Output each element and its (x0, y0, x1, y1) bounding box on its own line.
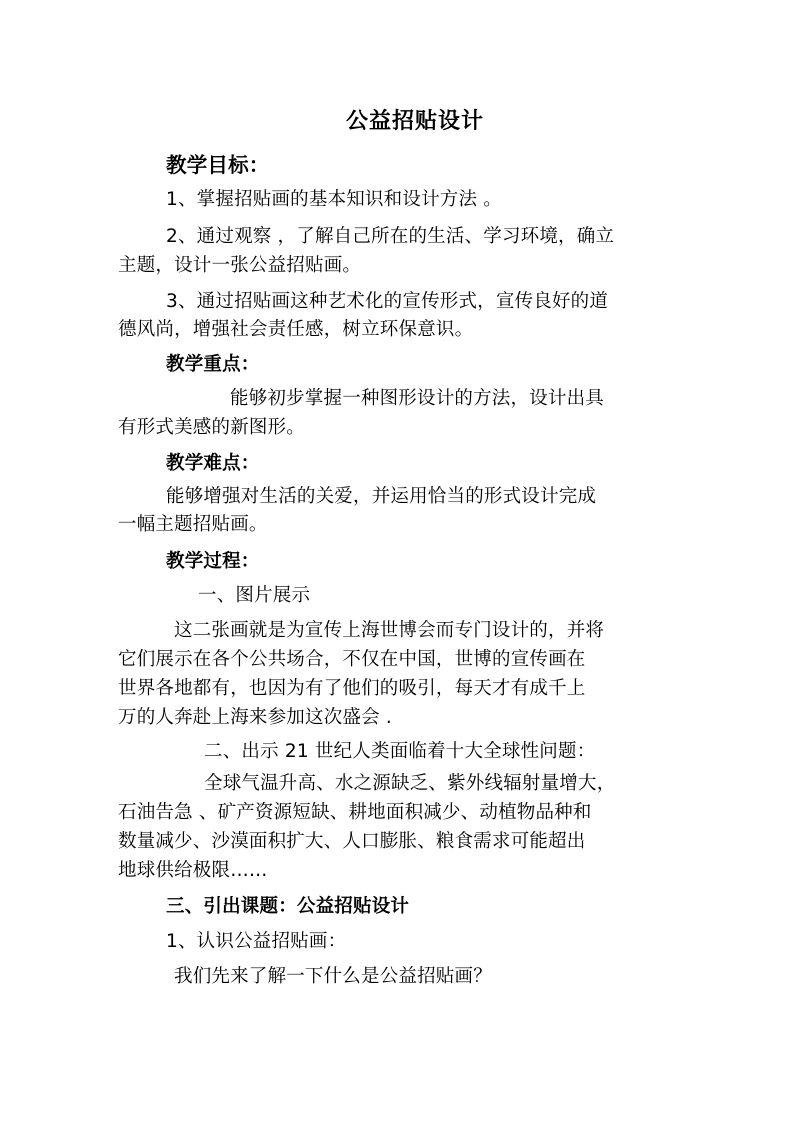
key-points-heading: 教学重点： (166, 354, 260, 375)
process-heading: 教学过程： (166, 551, 260, 572)
process-step-1-line-3: 世界各地都有，也因为有了他们的吸引，每天才有成千上 (118, 678, 586, 699)
process-step-2-line-2: 石油告急 、矿产资源短缺、耕地面积减少、动植物品种和 (118, 802, 592, 823)
process-step-1-line-4: 万的人奔赴上海来参加这次盛会 . (118, 707, 392, 728)
objective-item-2-line-2: 主题，设计一张公益招贴画。 (118, 255, 362, 276)
process-step-3-sub-1: 1、认识公益招贴画： (166, 931, 347, 952)
objective-item-2-line-1: 2、通过观察 ，了解自己所在的生活、学习环境，确立 (166, 226, 615, 247)
key-points-line-2: 有形式美感的新图形。 (118, 417, 306, 438)
process-step-2-heading: 二、出示 21 世纪人类面临着十大全球性问题： (204, 741, 596, 762)
process-step-2-line-1: 全球气温升高、水之源缺乏、紫外线辐射量增大， (204, 773, 616, 794)
process-step-1-line-2: 它们展示在各个公共场合，不仅在中国，世博的宣传画在 (118, 649, 586, 670)
objective-item-3-line-2: 德风尚，增强社会责任感，树立环保意识。 (118, 319, 474, 340)
objective-item-1: 1、掌握招贴画的基本知识和设计方法 。 (166, 189, 502, 210)
difficulties-line-1: 能够增强对生活的关爱，并运用恰当的形式设计完成 (166, 486, 597, 507)
process-step-1-line-1: 这二张画就是为宣传上海世博会而专门设计的，并将 (174, 620, 605, 641)
difficulties-heading: 教学难点： (166, 453, 260, 474)
objective-item-3-line-1: 3、通过招贴画这种艺术化的宣传形式，宣传良好的道 (166, 291, 609, 312)
process-step-2-line-3: 数量减少、沙漠面积扩大、人口膨胀、粮食需求可能超出 (118, 831, 586, 852)
difficulties-line-2: 一幅主题招贴画。 (118, 514, 268, 535)
process-step-3-heading: 三、引出课题：公益招贴设计 (166, 896, 410, 917)
document-title: 公益招贴设计 (346, 109, 485, 134)
process-step-2-line-4: 地球供给极限…… (118, 860, 268, 881)
process-step-3-question: 我们先来了解一下什么是公益招贴画？ (174, 966, 492, 987)
objectives-heading: 教学目标： (166, 153, 270, 177)
process-step-1-heading: 一、图片展示 (198, 585, 311, 606)
key-points-line-1: 能够初步掌握一种图形设计的方法，设计出具 (230, 388, 605, 409)
